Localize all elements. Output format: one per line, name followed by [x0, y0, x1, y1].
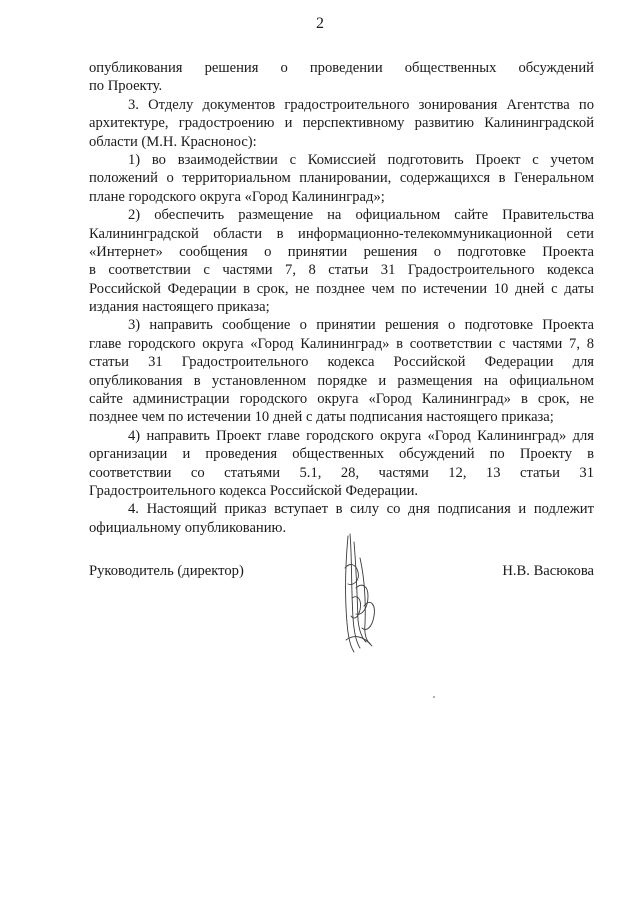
body-line: соответствии со статьями 5.1, 28, частями 12, 13 статьи 31: [89, 464, 594, 481]
body-line: опубликования в установленном порядке и размещения на официальном: [89, 372, 594, 389]
body-line: Градостроительного кодекса Российской Федерации.: [89, 482, 419, 499]
body-line: 2) обеспечить размещение на официальном сайте Правительства: [128, 207, 594, 224]
body-line: сайте администрации городского округа «Город Калининград» в срок, не: [89, 391, 594, 408]
handwritten-signature-icon: [336, 528, 386, 656]
body-line: 4. Настоящий приказ вступает в силу со дня подписания и подлежит: [128, 501, 594, 518]
body-line: 3. Отделу документов градостроительного зонирования Агентства по: [128, 96, 594, 113]
body-line: организации и проведения общественных обсуждений по Проекту в: [89, 446, 594, 463]
body-line: официальному опубликованию.: [89, 519, 287, 536]
body-line: по Проекту.: [89, 78, 163, 95]
body-line: 1) во взаимодействии с Комиссией подготовить Проект с учетом: [128, 151, 594, 168]
body-line: позднее чем по истечении 10 дней с даты подписания настоящего приказа;: [89, 409, 554, 426]
document-body: [89, 59, 594, 537]
body-line: области (М.Н. Краснонос):: [89, 133, 257, 150]
body-line: 3) направить сообщение о принятии решения о подготовке Проекта: [128, 317, 594, 334]
page-number: 2: [316, 15, 324, 32]
body-line: Калининградской области в информационно-телекоммуникационной сети: [89, 225, 594, 242]
body-line: издания настоящего приказа;: [89, 299, 270, 316]
body-line: «Интернет» сообщения о принятии решения о подготовке Проекта: [89, 243, 594, 260]
body-line: опубликования решения о проведении общественных обсуждений: [89, 60, 594, 76]
body-line: положений о территориальном планировании, содержащихся в Генеральном: [89, 170, 594, 187]
body-line: в соответствии с частями 7, 8 статьи 31 Градостроительного кодекса: [89, 262, 594, 279]
signer-title: Руководитель (директор): [89, 563, 244, 579]
body-line: главе городского округа «Город Калининград» в соответствии с частями 7, 8: [89, 335, 594, 352]
body-line: Российской Федерации в срок, не позднее чем по истечении 10 дней с даты: [89, 280, 594, 297]
body-line: статьи 31 Градостроительного кодекса Российской Федерации для: [89, 354, 594, 371]
body-line: 4) направить Проект главе городского округа «Город Калининград» для: [128, 427, 594, 444]
signer-name: Н.В. Васюкова: [502, 563, 594, 579]
body-line: плане городского округа «Город Калининград»;: [89, 188, 385, 205]
body-line: архитектуре, градостроению и перспективному развитию Калининградской: [89, 115, 594, 132]
scan-artifact: [433, 696, 435, 698]
